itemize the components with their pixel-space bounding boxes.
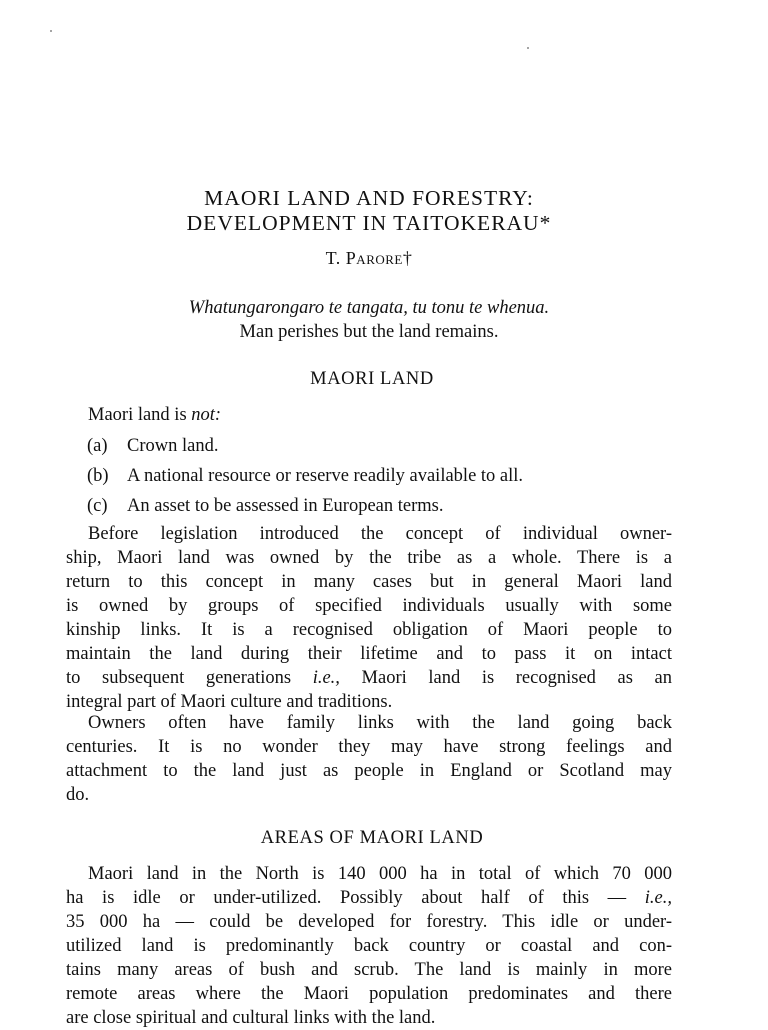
paragraph-text: ha is idle or under-utilized. Possibly about half of this — [66, 888, 645, 908]
intro-line [88, 403, 672, 427]
paragraph-line: kinship links. It is a recognised obligation of Maori people to [66, 620, 672, 640]
paragraph-text: to subsequent generations [66, 668, 313, 688]
paragraph-line: remote areas where the Maori population predominates and there [66, 984, 672, 1004]
list-item [87, 434, 693, 458]
paragraph-line [66, 666, 672, 690]
list-item-label: (a) [87, 436, 108, 456]
intro-text: Maori land is [88, 405, 192, 425]
section-heading-areas-of-maori-land: AREAS OF MAORI LAND [260, 828, 484, 848]
proverb-translation: Man perishes but the land remains. [239, 322, 499, 342]
list-item-label: (b) [87, 466, 109, 486]
paragraph-line: utilized land is predominantly back country or coastal and con- [66, 936, 672, 956]
author-surname: Parore [345, 248, 403, 268]
list-item-text: Crown land. [127, 436, 219, 456]
paragraph-line: ship, Maori land was owned by the tribe as a whole. There is a [66, 548, 672, 568]
paragraph-line: Owners often have family links with the land going back [88, 713, 672, 733]
paragraph-line: 35 000 ha — could be developed for forestry. This idle or under- [66, 912, 672, 932]
section-heading-maori-land: MAORI LAND [310, 369, 434, 389]
paragraph-line: do. [66, 785, 90, 805]
list-item [87, 494, 693, 518]
document-page [66, 0, 672, 1028]
paragraph-line: tains many areas of bush and scrub. The land is mainly in more [66, 960, 672, 980]
author-byline [66, 248, 672, 269]
paragraph-line: is owned by groups of specified individuals usually with some [66, 596, 672, 616]
article-title-line-1: MAORI LAND AND FORESTRY: [204, 186, 534, 210]
list-item-text: An asset to be assessed in European terms. [127, 496, 444, 516]
intro-emphasis: not: [191, 405, 222, 425]
list-item [87, 464, 693, 488]
paragraph-emphasis: i.e., [644, 888, 672, 908]
list-item-text: A national resource or reserve readily available to all. [127, 466, 524, 486]
paragraph-line [66, 886, 672, 910]
paragraph-line: return to this concept in many cases but in general Maori land [66, 572, 672, 592]
paragraph-text: Maori land is recognised as an [339, 668, 672, 688]
paragraph-line: integral part of Maori culture and traditions. [66, 692, 393, 712]
paragraph-line: are close spiritual and cultural links with the land. [66, 1008, 436, 1028]
author-footnote-mark: † [402, 248, 413, 268]
paragraph-line: attachment to the land just as people in England or Scotland may [66, 761, 672, 781]
paragraph-line: maintain the land during their lifetime and to pass it on intact [66, 644, 672, 664]
maori-proverb: Whatungarongaro te tangata, tu tonu te whenua. [188, 298, 550, 318]
list-item-label: (c) [87, 496, 108, 516]
article-title-line-2: DEVELOPMENT IN TAITOKERAU* [186, 211, 552, 235]
paragraph-emphasis: i.e., [312, 668, 340, 688]
paragraph-line: Before legislation introduced the concept of individual owner- [88, 524, 672, 544]
paragraph-line: centuries. It is no wonder they may have strong feelings and [66, 737, 672, 757]
scan-speck [50, 30, 52, 32]
author-initial: T. [325, 248, 341, 268]
paragraph-line: Maori land in the North is 140 000 ha in total of which 70 000 [88, 864, 672, 884]
